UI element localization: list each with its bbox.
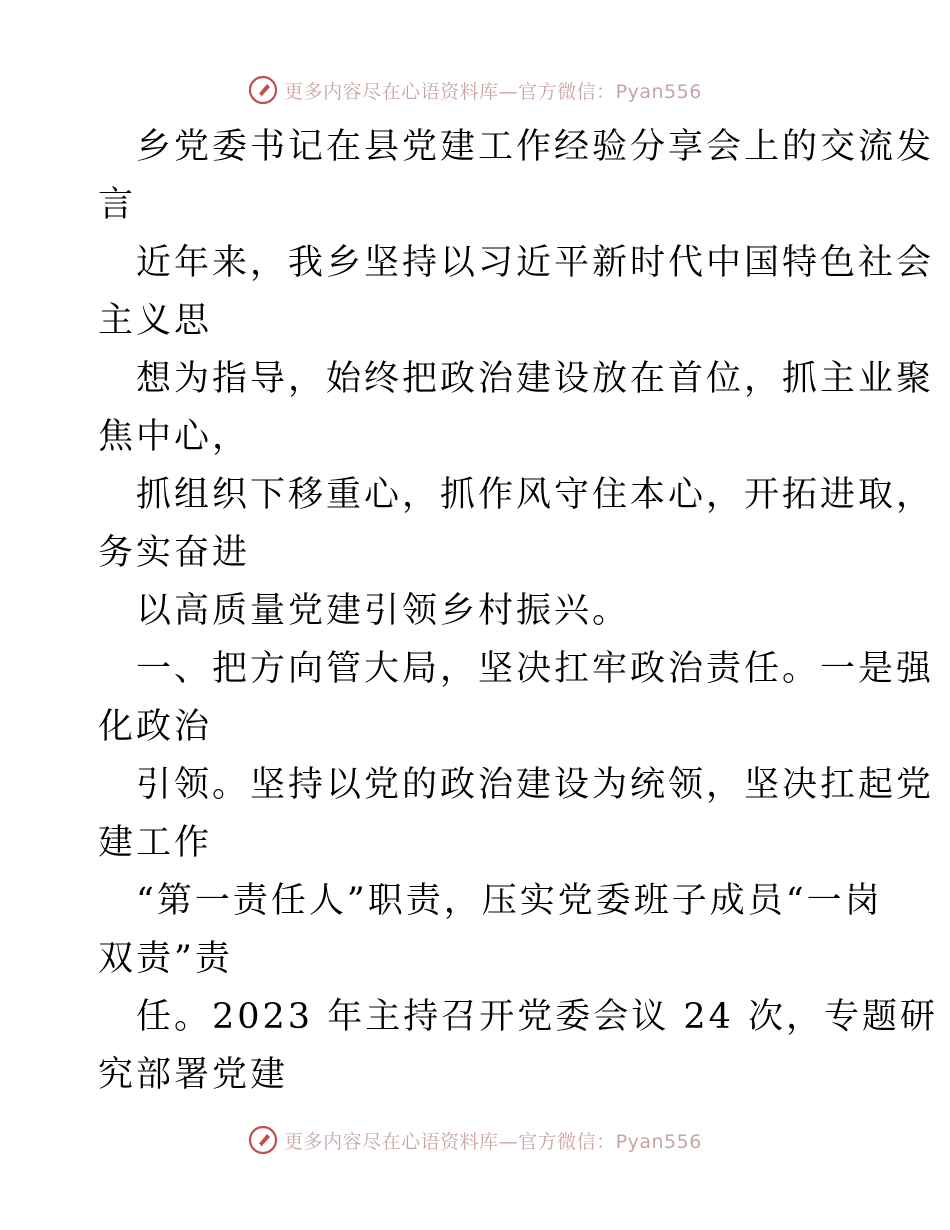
paragraph-line: 务实奋进 xyxy=(98,533,251,573)
document-title: 乡党委书记在县党建工作经验分享会上的交流发 xyxy=(136,127,935,167)
paragraph-line: 双责”责 xyxy=(98,939,233,979)
paragraph-line: 任。2023 年主持召开党委会议 24 次，专题研 xyxy=(136,997,938,1037)
paragraph-line: 建工作 xyxy=(98,823,213,863)
document-title-cont: 言 xyxy=(98,185,137,225)
paragraph-line: 抓组织下移重心，抓作风守住本心，开拓进取， xyxy=(136,475,935,515)
pen-nib-logo-icon xyxy=(248,75,278,105)
header-watermark-text: 更多内容尽在心语资料库—官方微信：Pyan556 xyxy=(284,80,702,103)
footer-watermark xyxy=(0,1120,950,1160)
paragraph-line: 以高质量党建引领乡村振兴。 xyxy=(136,591,631,631)
paragraph-line: 焦中心， xyxy=(98,417,251,457)
paragraph-line: 主义思 xyxy=(98,301,213,341)
paragraph-line: “第一责任人”职责，压实党委班子成员“一岗 xyxy=(136,881,883,921)
document-body xyxy=(98,118,938,1104)
paragraph-line: 近年来，我乡坚持以习近平新时代中国特色社会 xyxy=(136,243,935,283)
footer-watermark-text: 更多内容尽在心语资料库—官方微信：Pyan556 xyxy=(284,1130,702,1153)
paragraph-line: 想为指导，始终把政治建设放在首位，抓主业聚 xyxy=(136,359,935,399)
header-watermark xyxy=(0,70,950,110)
paragraph-line: 化政治 xyxy=(98,707,213,747)
section-heading-line: 一、把方向管大局，坚决扛牢政治责任。一是强 xyxy=(136,649,935,689)
pen-nib-logo-icon xyxy=(248,1125,278,1155)
paragraph-line: 引领。坚持以党的政治建设为统领，坚决扛起党 xyxy=(136,765,935,805)
paragraph-line: 究部署党建 xyxy=(98,1055,289,1095)
